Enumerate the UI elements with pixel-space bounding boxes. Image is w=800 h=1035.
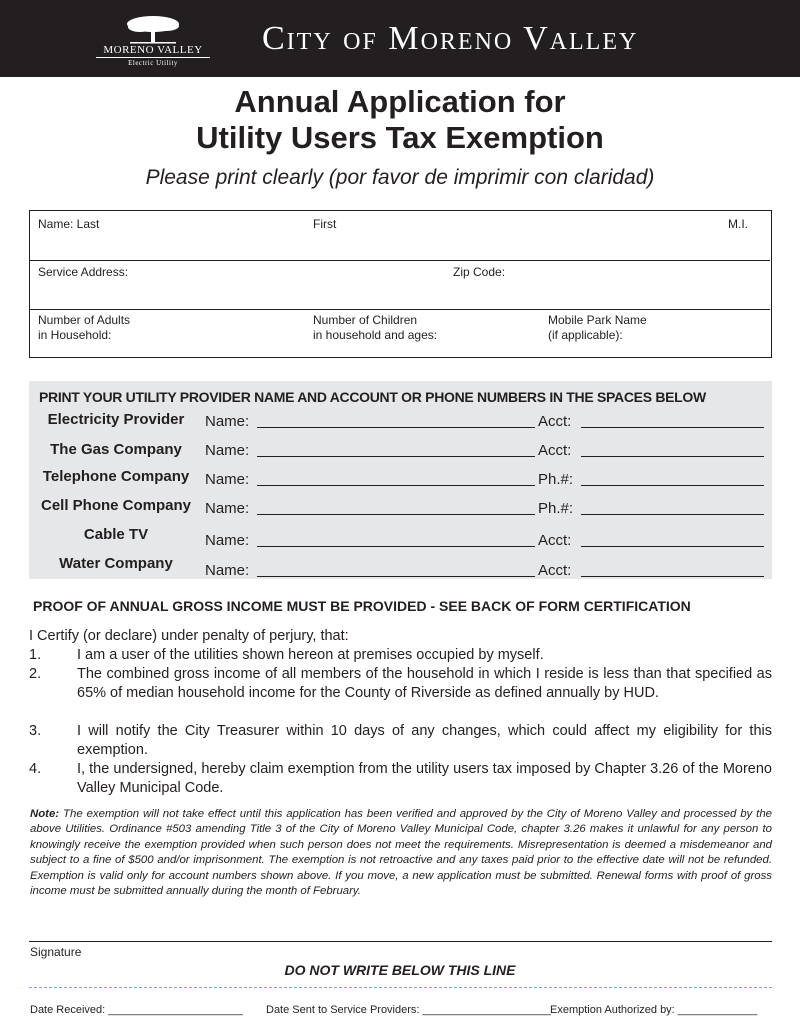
logo-subtitle: Electric Utility <box>128 59 178 67</box>
cert-item-text: I, the undersigned, hereby claim exemption from the utility users tax imposed by Chapter 3.26 of the Moreno Valley Municipal Code. <box>77 761 772 796</box>
provider-name-input[interactable] <box>257 514 535 515</box>
provider-row <box>29 468 772 490</box>
provider-name-label: Name: <box>205 532 250 549</box>
provider-name-input[interactable] <box>257 427 535 428</box>
applicant-info-box <box>29 210 772 358</box>
tree-icon <box>122 14 184 44</box>
provider-name-label: Name: <box>205 500 250 517</box>
provider-row <box>29 555 772 581</box>
cert-item-number: 4. <box>29 761 42 777</box>
adults-label-line2: in Household: <box>38 328 112 342</box>
provider-name-input[interactable] <box>257 546 535 547</box>
logo-rule <box>96 57 210 58</box>
provider-name-label: Name: <box>205 471 250 488</box>
provider-id-input[interactable] <box>581 576 764 577</box>
provider-name: Telephone Company <box>42 468 190 485</box>
provider-row <box>29 439 772 461</box>
cert-item-number: 2. <box>29 666 42 682</box>
provider-name: The Gas Company <box>50 441 182 458</box>
note-text: The exemption will not take effect until this application has been verified and approved by the City of Moreno Valley and processed by the above Utilities. Ordinance #503 amending Title 3 of the City of Moreno Valley Municipal Code, chapter 3.26 makes it unlawful for any person to knowingly receive the exemption provided when such person does not meet the requirements. Misrepresentation is deemed a misdemeanor and subject to a fine of $500 and/or imprisonment. The exemption is not retroactive and any taxes paid prior to the effective date will not be refunded. Exemption is valid only for account numbers shown above. If you move, a new application must be submitted. Renewal forms with proof of gross income must be submitted annually during the month of February. <box>30 808 772 898</box>
signature-line[interactable] <box>29 941 772 942</box>
city-title: City of Moreno Valley <box>262 20 639 57</box>
header-banner <box>0 0 800 77</box>
children-label <box>313 313 437 343</box>
provider-id-label: Acct: <box>538 442 572 459</box>
form-title-line2: Utility Users Tax Exemption <box>196 120 604 155</box>
provider-name-label: Name: <box>205 442 250 459</box>
provider-id-label: Acct: <box>538 562 572 579</box>
proof-of-income-notice: PROOF OF ANNUAL GROSS INCOME MUST BE PROVIDED - SEE BACK OF FORM CERTIFICATION <box>33 598 691 614</box>
provider-id-label: Ph.#: <box>538 500 574 517</box>
cert-item-text: The combined gross income of all members of the household in which I reside is less than that specified as 65% of median household income for the County of Riverside as defined annually by HUD. <box>77 666 772 701</box>
legal-note <box>30 807 772 899</box>
do-not-write-notice: DO NOT WRITE BELOW THIS LINE <box>284 962 516 978</box>
provider-id-input[interactable] <box>581 427 764 428</box>
service-address-label: Service Address: <box>38 265 129 279</box>
provider-id-input[interactable] <box>581 485 764 486</box>
provider-name: Cable TV <box>83 526 149 543</box>
provider-name: Cell Phone Company <box>40 497 192 514</box>
provider-name-label: Name: <box>205 562 250 579</box>
first-name-label: First <box>313 217 337 231</box>
cert-item-number: 3. <box>29 723 42 739</box>
provider-id-input[interactable] <box>581 514 764 515</box>
adults-label <box>38 313 130 343</box>
provider-row <box>29 410 772 432</box>
certify-intro: I Certify (or declare) under penalty of perjury, that: <box>29 628 349 644</box>
provider-row <box>29 526 772 551</box>
provider-name-input[interactable] <box>257 576 535 577</box>
adults-label-line1: Number of Adults <box>38 313 131 327</box>
provider-name-label: Name: <box>205 413 250 430</box>
name-last-label: Name: Last <box>38 217 100 231</box>
provider-id-input[interactable] <box>581 546 764 547</box>
cert-item-text: I will notify the City Treasurer within 10 days of any changes, which could affect my eligibility for this exemption. <box>77 723 772 758</box>
provider-heading: PRINT YOUR UTILITY PROVIDER NAME AND ACCOUNT OR PHONE NUMBERS IN THE SPACES BELOW <box>39 389 706 405</box>
mobile-park-label-line2: (if applicable): <box>548 328 623 342</box>
cert-item-number: 1. <box>29 647 42 663</box>
date-sent-field[interactable]: Date Sent to Service Providers: _____________________ <box>266 1004 551 1016</box>
mobile-park-label-line1: Mobile Park Name <box>548 313 647 327</box>
middle-initial-label: M.I. <box>728 217 748 231</box>
utility-provider-section <box>29 381 772 579</box>
form-subtitle: Please print clearly (por favor de imprimir con claridad) <box>145 166 655 189</box>
cert-item-text: I am a user of the utilities shown hereon at premises occupied by myself. <box>77 647 544 663</box>
mobile-park-label <box>548 313 647 343</box>
children-label-line1: Number of Children <box>313 313 418 327</box>
provider-id-input[interactable] <box>581 456 764 457</box>
provider-name-input[interactable] <box>257 485 535 486</box>
children-label-line2: in household and ages: <box>313 328 438 342</box>
date-received-field[interactable]: Date Received: ______________________ <box>30 1004 243 1016</box>
provider-name: Electricity Provider <box>47 411 185 428</box>
zip-code-label: Zip Code: <box>453 265 506 279</box>
provider-id-label: Ph.#: <box>538 471 574 488</box>
note-label: Note: <box>30 808 60 820</box>
provider-id-label: Acct: <box>538 413 572 430</box>
signature-label: Signature <box>30 945 82 959</box>
exemption-authorized-field[interactable]: Exemption Authorized by: _____________ <box>550 1004 758 1016</box>
name-row[interactable] <box>30 211 770 261</box>
household-row[interactable] <box>30 310 770 356</box>
provider-row <box>29 497 772 519</box>
address-row[interactable] <box>30 261 770 310</box>
provider-name: Water Company <box>59 555 173 572</box>
office-use-divider <box>29 987 772 988</box>
provider-id-label: Acct: <box>538 532 572 549</box>
form-title-line1: Annual Application for <box>234 84 566 119</box>
provider-name-input[interactable] <box>257 456 535 457</box>
logo-name: MORENO VALLEY <box>103 44 203 56</box>
moreno-valley-logo <box>92 14 214 68</box>
